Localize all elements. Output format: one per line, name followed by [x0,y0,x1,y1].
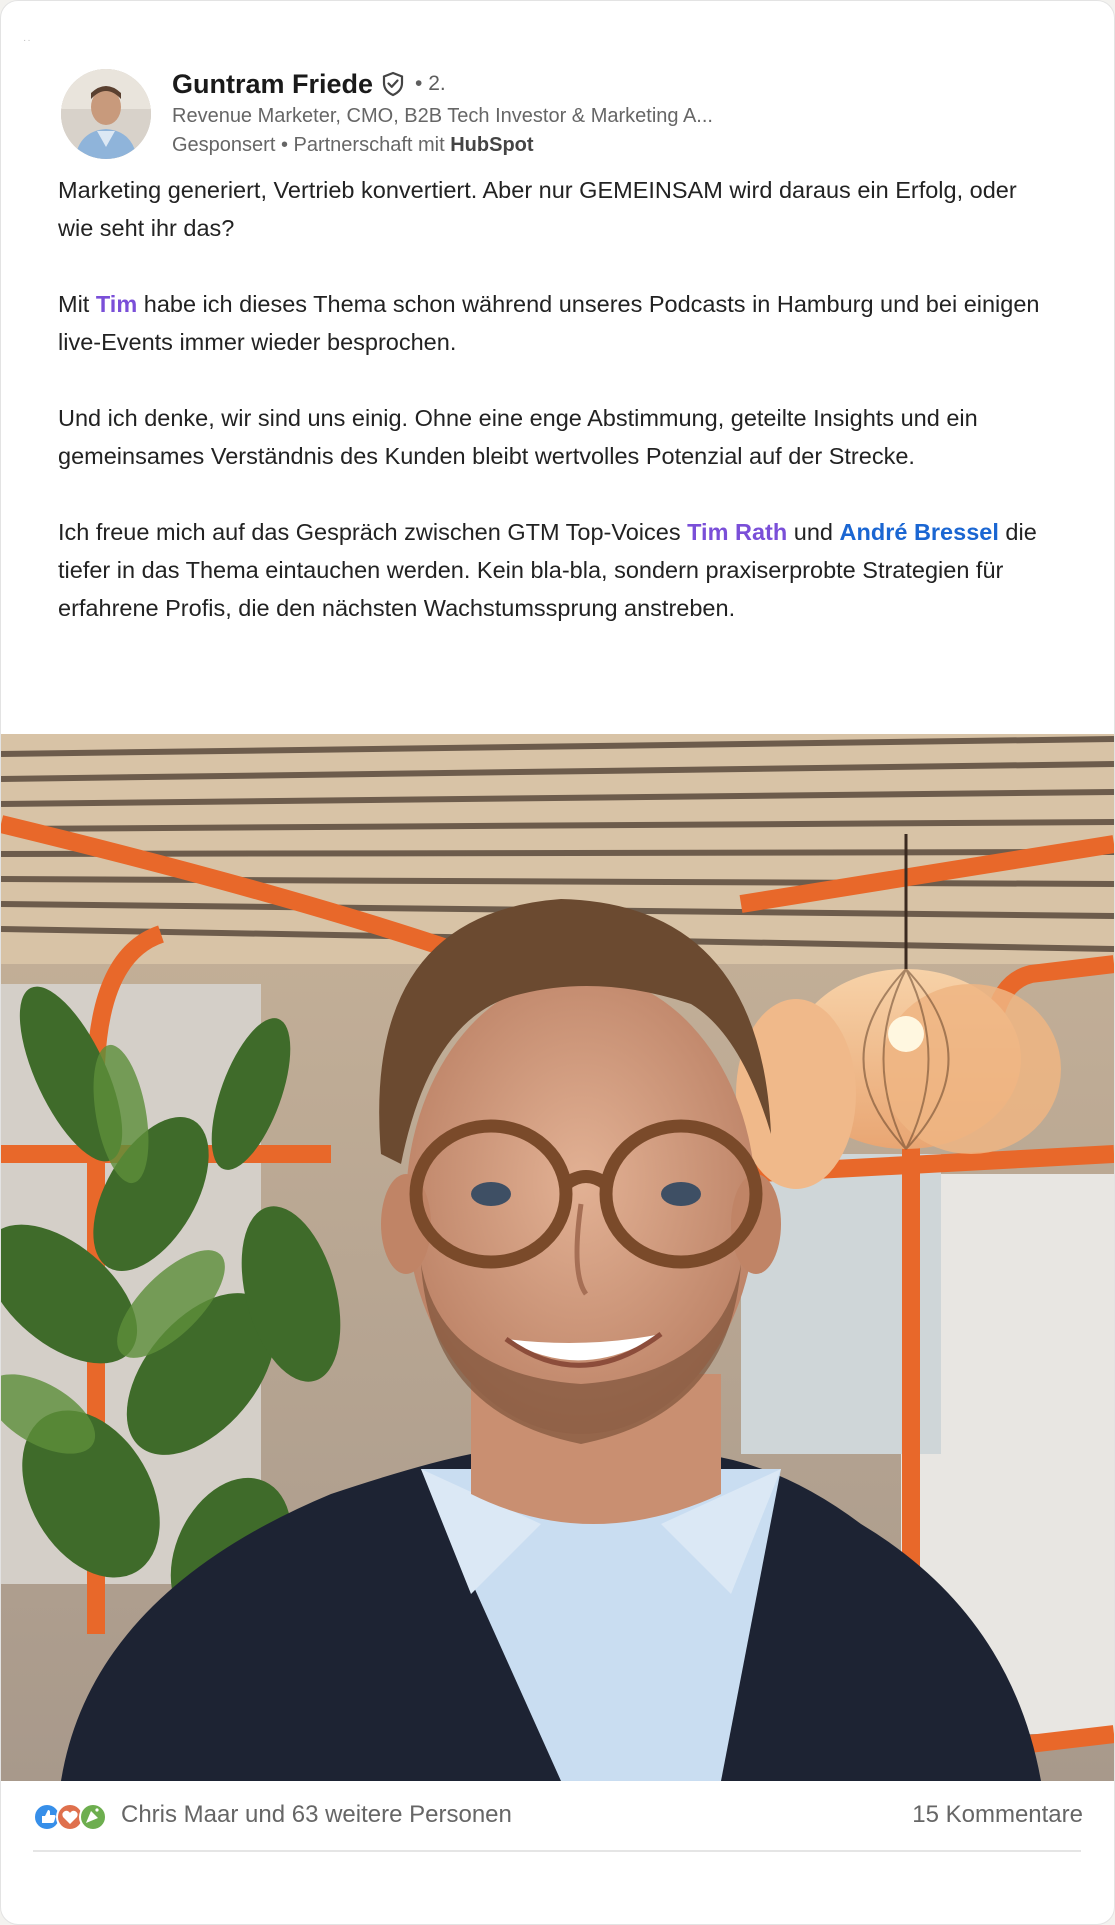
p2-text-before: Mit [58,291,96,317]
drag-handle-icon: ·· [23,35,32,46]
social-counts-bar [33,1793,1083,1843]
reactions-count-link[interactable]: Chris Maar und 63 weitere Personen [121,1801,512,1828]
author-headline: Revenue Marketer, CMO, B2B Tech Investor & Marketing A... [172,105,713,127]
p4-text-after: die tiefer in das Thema eintauchen werden. Kein bla-bla, sondern praxiserprobte Strategien für erfahrene Profis, die den nächsten Wachstumssprung anstreben. [58,519,1037,621]
mention-andre-bressel[interactable]: André Bressel [839,519,999,545]
post-image[interactable] [1,734,1114,1781]
mention-tim[interactable]: Tim [95,291,138,317]
post-paragraph-3: Und ich denke, wir sind uns einig. Ohne eine enge Abstimmung, geteilte Insights und ein gemeinsames Verständnis des Kunden bleibt wertvolles Potenzial auf der Strecke. [58,405,978,469]
post-paragraph-4 [58,513,1058,627]
comments-count-link[interactable]: 15 Kommentare [912,1801,1083,1828]
connection-degree: • 2. [415,72,446,95]
post-paragraph-1: Marketing generiert, Vertrieb konvertiert. Aber nur GEMEINSAM wird daraus ein Erfolg, oder wie seht ihr das? [58,177,1017,241]
p4-text-before: Ich freue mich auf das Gespräch zwischen GTM Top-Voices [58,519,688,545]
sponsored-label [172,134,1052,157]
author-name[interactable]: Guntram Friede [172,68,374,99]
post-body [58,171,1058,665]
p2-text-after: habe ich dieses Thema schon während unseres Podcasts in Hamburg und bei einigen live-Events immer wieder besprochen. [58,291,1040,355]
post-paragraph-2 [58,285,1058,361]
reaction-icons[interactable] [33,1801,113,1833]
sponsored-prefix: Gesponsert • Partnerschaft mit [172,134,451,156]
partner-link[interactable]: HubSpot [450,134,534,156]
divider [33,1850,1081,1852]
mention-tim-rath[interactable]: Tim Rath [687,519,788,545]
verified-shield-icon [381,71,405,97]
post-header [61,67,1061,162]
celebrate-reaction-icon [80,1804,106,1830]
p4-text-mid: und [787,519,840,545]
author-avatar[interactable] [61,69,151,159]
